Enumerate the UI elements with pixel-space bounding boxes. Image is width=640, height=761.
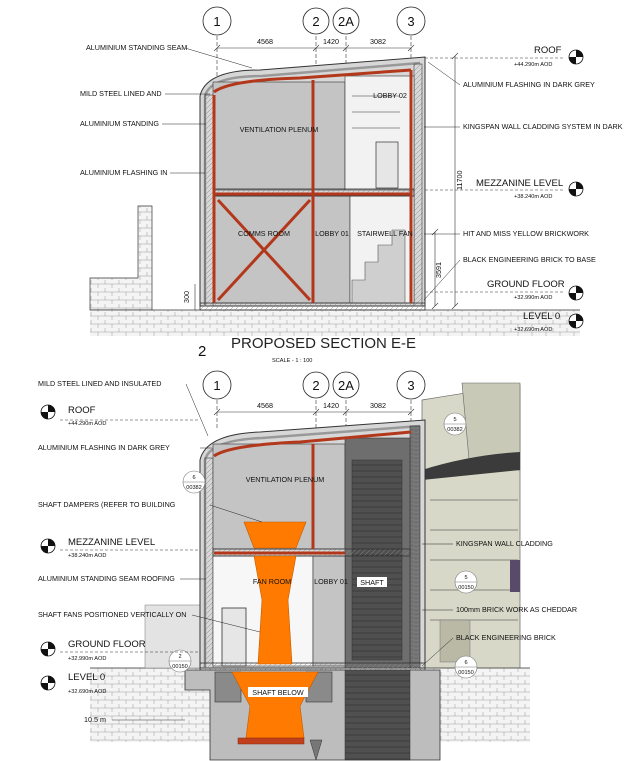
level-name: LEVEL 0 [68,672,106,683]
level-marker-roof [425,45,583,68]
note-text: ALUMINIUM FLASHING IN DARK GREY [38,443,170,452]
door [222,608,246,666]
dimension-text: 3082 [370,37,386,46]
grid-label: 2A [338,14,354,29]
drawing-title [198,335,416,364]
upper-section [80,7,623,336]
lower-grid-bubbles [203,371,425,430]
svg-text:5: 5 [453,417,457,423]
note-text: 100mm BRICK WORK AS CHEDDAR [456,605,578,614]
note-text: BLACK ENGINEERING BRICK TO BASE [463,255,596,264]
dimension-text: 300 [182,291,191,303]
level-value: +44.290m AOD [514,62,553,68]
retaining-ground [90,206,152,310]
dimension-text: 4568 [257,401,273,410]
grid-label: 2A [338,378,354,393]
depth-label: 10.5 m [84,715,106,724]
detail-callout [444,413,466,435]
level-value: +38.240m AOD [68,553,107,559]
level-value: +44.290m AOD [68,421,107,427]
dimension-text: 1420 [323,37,339,46]
room-label: COMMS ROOM [238,229,290,238]
left-wall [205,95,213,306]
level-marker-mezzanine [41,537,200,559]
note-text: ALUMINIUM STANDING [80,119,159,128]
title-text: PROPOSED SECTION E-E [231,335,417,352]
ground-hatch [90,310,580,336]
door [376,142,398,188]
note-text: MILD STEEL LINED AND [80,89,162,98]
room-label: SHAFT BELOW [252,688,304,697]
shaft-damper [244,522,306,548]
note-text: BLACK ENGINEERING BRICK [456,633,556,642]
stair-shaft [352,460,402,660]
dimension-text: 4568 [257,37,273,46]
grid-label: 2 [312,14,320,29]
note-text: ALUMINIUM STANDING SEAM [86,43,188,52]
level-name: GROUND FLOOR [487,279,565,290]
right-wall [410,426,420,668]
note-text: ALUMINIUM STANDING SEAM ROOFING [38,574,175,583]
level-value: +32.690m AOD [68,689,107,695]
dimension-text: 3591 [434,262,443,278]
note-text: KINGSPAN WALL CLADDING [456,539,553,548]
title-scale: SCALE - 1 : 100 [272,358,313,364]
dimension-text: 11700 [455,170,464,190]
dimension-text: 1420 [323,401,339,410]
ground-slab [200,303,425,310]
note-text: ALUMINIUM FLASHING IN [80,168,168,177]
detail-callout [455,656,477,678]
room-label: LOBBY 01 [315,229,349,238]
lower-dimension-string [214,401,414,415]
svg-text:2: 2 [178,654,182,660]
grid-label: 3 [407,378,415,393]
svg-text:5: 5 [464,575,468,581]
level-name: LEVEL 0 [523,311,561,322]
room-label: STAIRWELL FAN [357,229,413,238]
level-name: GROUND FLOOR [68,639,146,650]
level-marker-roof [41,405,200,427]
room-label: VENTILATION PLENUM [239,125,319,134]
level-marker-mezzanine [425,178,583,200]
level-value: +38.240m AOD [514,194,553,200]
room-label: VENTILATION PLENUM [245,475,325,484]
svg-text:6: 6 [464,660,468,666]
room-label: FAN ROOM [252,577,292,586]
plenum-room [213,82,345,190]
level-name: MEZZANINE LEVEL [476,178,564,189]
level-marker-ground [425,279,583,301]
level-name: ROOF [534,45,562,56]
grid-label: 3 [407,14,415,29]
note-text: SHAFT DAMPERS (REFER TO BUILDING [38,500,176,509]
svg-text:00150: 00150 [458,585,474,591]
level-value: +32.990m AOD [514,295,553,301]
grid-label: 1 [213,14,221,29]
lower-section [38,371,577,760]
room-label: LOBBY 02 [373,91,407,100]
detail-callout [183,471,205,493]
left-wall [205,458,213,668]
dimension-text: 3082 [370,401,386,410]
level-name: MEZZANINE LEVEL [68,537,156,548]
level-value: +32.690m AOD [514,327,553,333]
room-label: SHAFT [360,578,384,587]
lobby-01-room [313,196,350,303]
note-text: SHAFT FANS POSITIONED VERTICALLY ON [38,610,187,619]
svg-text:00382: 00382 [447,427,463,433]
room-label: LOBBY 01 [314,577,348,586]
ground-slab [200,663,425,670]
right-wall [414,64,422,306]
note-text: KINGSPAN WALL CLADDING SYSTEM IN DARK [463,122,623,131]
level-value: +32.990m AOD [68,656,107,662]
note-text: ALUMINIUM FLASHING IN DARK GREY [463,80,595,89]
title-number: 2 [198,343,207,360]
detail-callout [455,571,477,593]
grid-label: 1 [213,378,221,393]
note-text: MILD STEEL LINED AND INSULATED [38,379,162,388]
svg-text:00382: 00382 [186,485,202,491]
svg-text:6: 6 [192,475,196,481]
grid-label: 2 [312,378,320,393]
upper-dimension-string [214,37,414,51]
level-name: ROOF [68,405,96,416]
lobby-01-room [313,556,345,666]
svg-text:00150: 00150 [172,664,188,670]
svg-text:00150: 00150 [458,670,474,676]
detail-callout [169,650,191,672]
note-text: HIT AND MISS YELLOW BRICKWORK [463,229,589,238]
